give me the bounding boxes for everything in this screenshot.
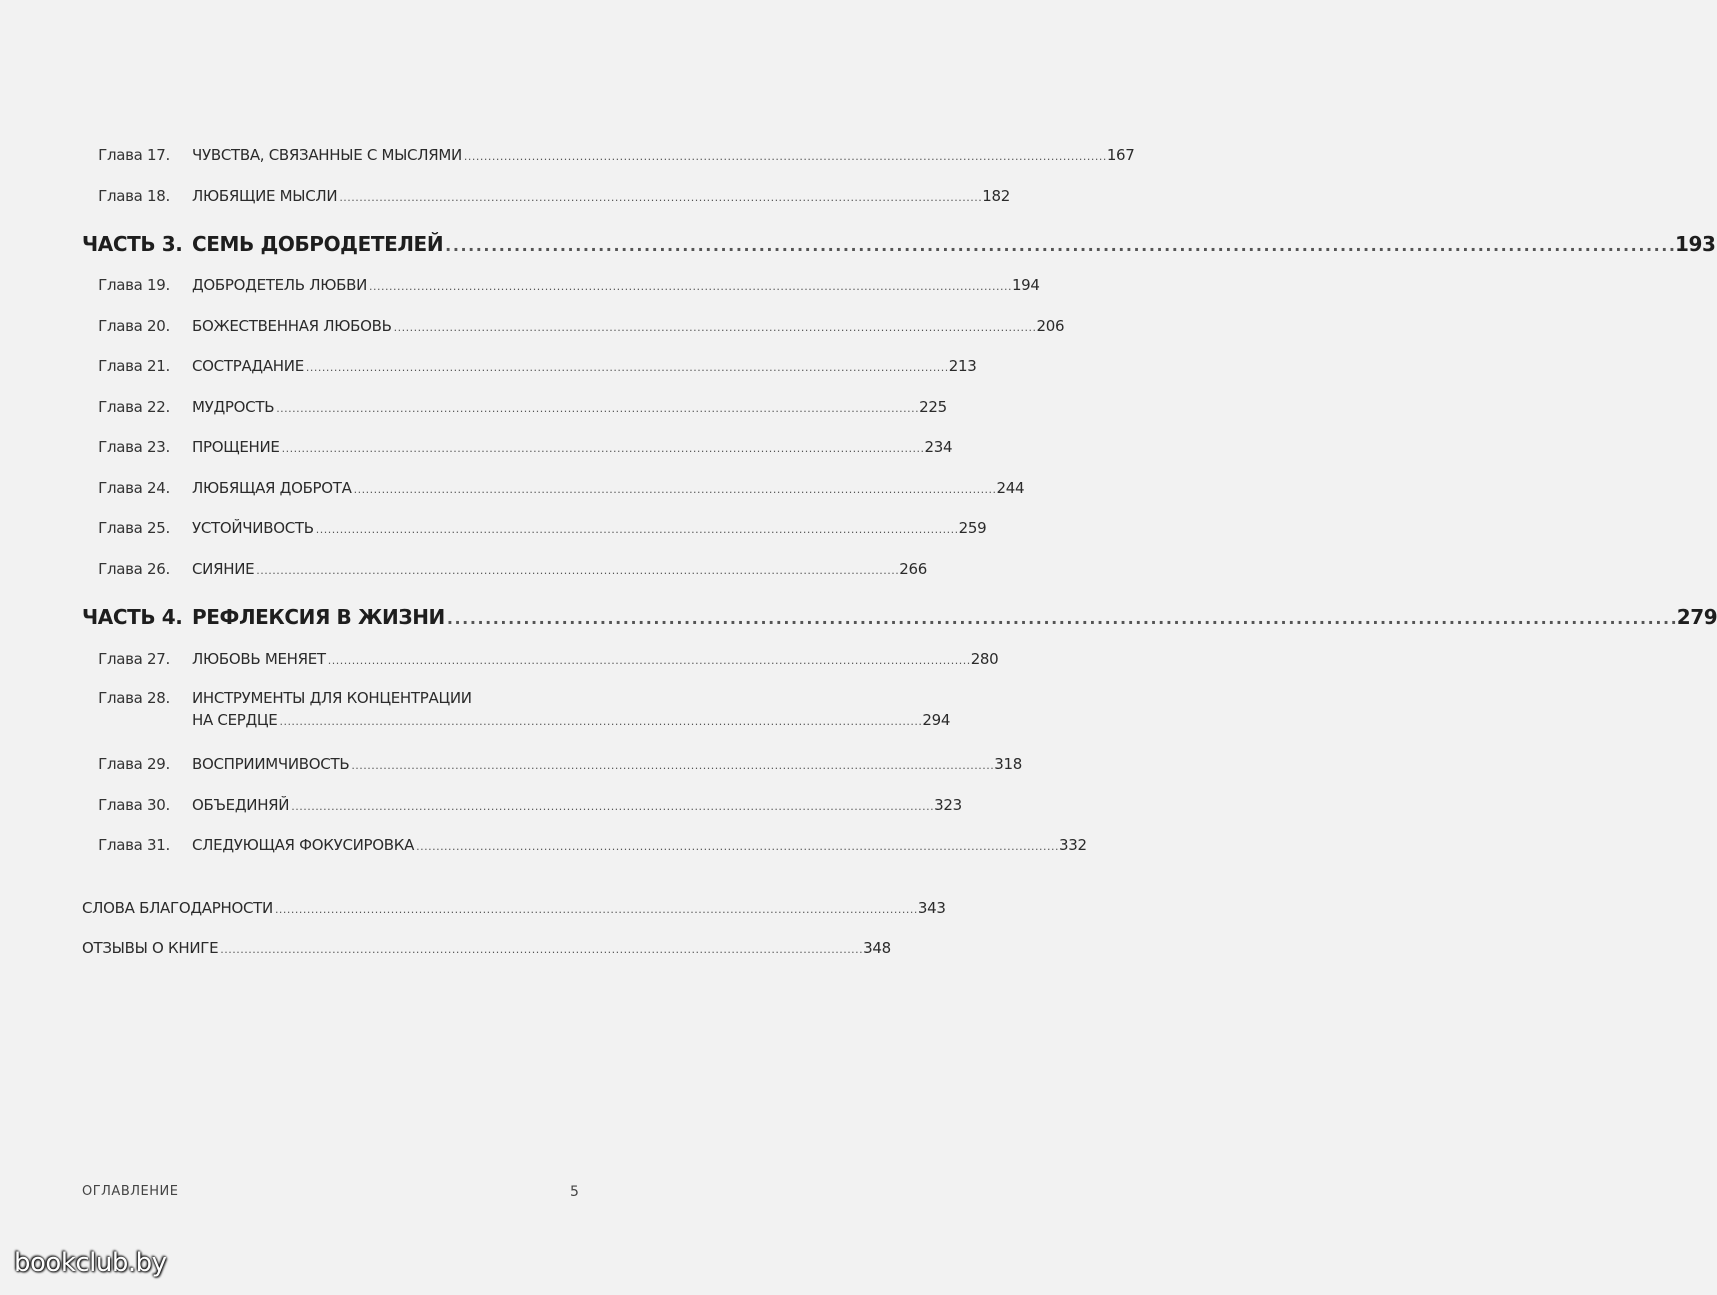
dot-leader (256, 560, 897, 578)
chapter-label: Глава 24. (98, 479, 170, 497)
dot-leader (328, 650, 969, 668)
chapter-title: УСТОЙЧИВОСТЬ (192, 519, 314, 537)
chapter-title: СОСТРАДАНИЕ (192, 357, 304, 375)
toc-entry-chapter-17[interactable] (82, 146, 1135, 164)
chapter-title: ПРОЩЕНИЕ (192, 438, 280, 456)
toc-entry-chapter-20[interactable] (82, 317, 1065, 335)
chapter-title-line-1: ИНСТРУМЕНТЫ ДЛЯ КОНЦЕНТРАЦИИ (192, 689, 472, 707)
toc-entry-chapter-18[interactable] (82, 187, 1010, 205)
dot-leader (306, 357, 947, 375)
chapter-title: ЛЮБОВЬ МЕНЯЕТ (192, 650, 326, 668)
toc-entry-chapter-24[interactable] (82, 479, 1025, 497)
part-label: ЧАСТЬ 4. (82, 605, 183, 629)
part-label: ЧАСТЬ 3. (82, 232, 183, 256)
chapter-label: Глава 22. (98, 398, 170, 416)
page-footer-number: 5 (570, 1184, 579, 1200)
toc-entry-chapter-31[interactable] (82, 836, 1087, 854)
toc-entry-chapter-21[interactable] (82, 357, 977, 375)
toc-entry-reviews[interactable] (82, 939, 891, 957)
dot-leader (275, 899, 916, 917)
toc-entry-chapter-28[interactable] (82, 689, 951, 729)
chapter-title: ОБЪЕДИНЯЙ (192, 796, 290, 814)
toc-entry-chapter-26[interactable] (82, 560, 927, 578)
dot-leader (354, 479, 995, 497)
dot-leader (282, 438, 923, 456)
chapter-title: ЧУВСТВА, СВЯЗАННЫЕ С МЫСЛЯМИ (192, 146, 462, 164)
chapter-label: Глава 19. (98, 276, 170, 294)
dot-leader (291, 796, 932, 814)
page-number: 213 (948, 357, 977, 375)
page-number: 343 (917, 899, 946, 917)
chapter-title: МУДРОСТЬ (192, 398, 275, 416)
page-number: 266 (899, 560, 927, 578)
page-number: 182 (982, 187, 1010, 205)
chapter-title-line-2-row (192, 711, 950, 729)
chapter-label: Глава 18. (98, 187, 170, 205)
chapter-label: Глава 20. (98, 317, 170, 335)
chapter-title: ДОБРОДЕТЕЛЬ ЛЮБВИ (192, 276, 368, 294)
dot-leader (351, 755, 992, 773)
page-number: 225 (919, 398, 947, 416)
page-number: 332 (1059, 836, 1087, 854)
chapter-title: ЛЮБЯЩАЯ ДОБРОТА (192, 479, 352, 497)
chapter-label: Глава 25. (98, 519, 170, 537)
toc-entry-part-4[interactable] (82, 605, 1717, 629)
running-footer-section: ОГЛАВЛЕНИЕ (82, 1184, 179, 1199)
page-number: 323 (934, 796, 962, 814)
chapter-title: ВОСПРИИМЧИВОСТЬ (192, 755, 350, 773)
chapter-title: ЛЮБЯЩИЕ МЫСЛИ (192, 187, 338, 205)
watermark: bookclub.by (14, 1248, 167, 1278)
dot-leader (279, 711, 920, 729)
page-number: 294 (922, 711, 951, 729)
toc-entry-chapter-19[interactable] (82, 276, 1040, 294)
chapter-label: Глава 29. (98, 755, 170, 773)
page-number: 259 (958, 519, 987, 537)
chapter-label: Глава 30. (98, 796, 170, 814)
part-title: СЕМЬ ДОБРОДЕТЕЛЕЙ (192, 232, 444, 256)
dot-leader (416, 836, 1057, 854)
toc-entry-part-3[interactable] (82, 232, 1716, 256)
toc-entry-chapter-22[interactable] (82, 398, 947, 416)
dot-leader (339, 187, 980, 205)
dot-leader (316, 519, 957, 537)
chapter-title: СЛЕДУЮЩАЯ ФОКУСИРОВКА (192, 836, 415, 854)
chapter-label: Глава 31. (98, 836, 170, 854)
page-number: 234 (924, 438, 953, 456)
page-number: 280 (970, 650, 999, 668)
page-number: 167 (1106, 146, 1135, 164)
chapter-label: Глава 17. (98, 146, 170, 164)
dot-leader (464, 146, 1105, 164)
chapter-title: БОЖЕСТВЕННАЯ ЛЮБОВЬ (192, 317, 392, 335)
chapter-title-line-2: НА СЕРДЦЕ (192, 711, 278, 729)
page-number: 206 (1036, 317, 1065, 335)
chapter-label: Глава 28. (98, 689, 170, 707)
chapter-label: Глава 26. (98, 560, 170, 578)
chapter-label: Глава 27. (98, 650, 170, 668)
page-number: 244 (996, 479, 1025, 497)
chapter-title-block (192, 689, 950, 729)
dot-leader (445, 232, 1673, 256)
toc-entry-chapter-25[interactable] (82, 519, 987, 537)
entry-title: ОТЗЫВЫ О КНИГЕ (82, 939, 219, 957)
toc-entry-chapter-29[interactable] (82, 755, 1022, 773)
dot-leader (369, 276, 1010, 294)
chapter-title: СИЯНИЕ (192, 560, 255, 578)
page-number: 348 (863, 939, 891, 957)
chapter-label: Глава 21. (98, 357, 170, 375)
dot-leader (394, 317, 1035, 335)
toc-entry-acknowledgements[interactable] (82, 899, 946, 917)
dot-leader (447, 605, 1675, 629)
part-title: РЕФЛЕКСИЯ В ЖИЗНИ (192, 605, 445, 629)
page-number: 193 (1675, 232, 1716, 256)
entry-title: СЛОВА БЛАГОДАРНОСТИ (82, 899, 273, 917)
toc-entry-chapter-30[interactable] (82, 796, 962, 814)
page-number: 279 (1676, 605, 1717, 629)
toc-entry-chapter-27[interactable] (82, 650, 999, 668)
toc-entry-chapter-23[interactable] (82, 438, 953, 456)
dot-leader (220, 939, 861, 957)
chapter-label: Глава 23. (98, 438, 170, 456)
page-number: 194 (1011, 276, 1040, 294)
page-number: 318 (994, 755, 1022, 773)
dot-leader (276, 398, 917, 416)
